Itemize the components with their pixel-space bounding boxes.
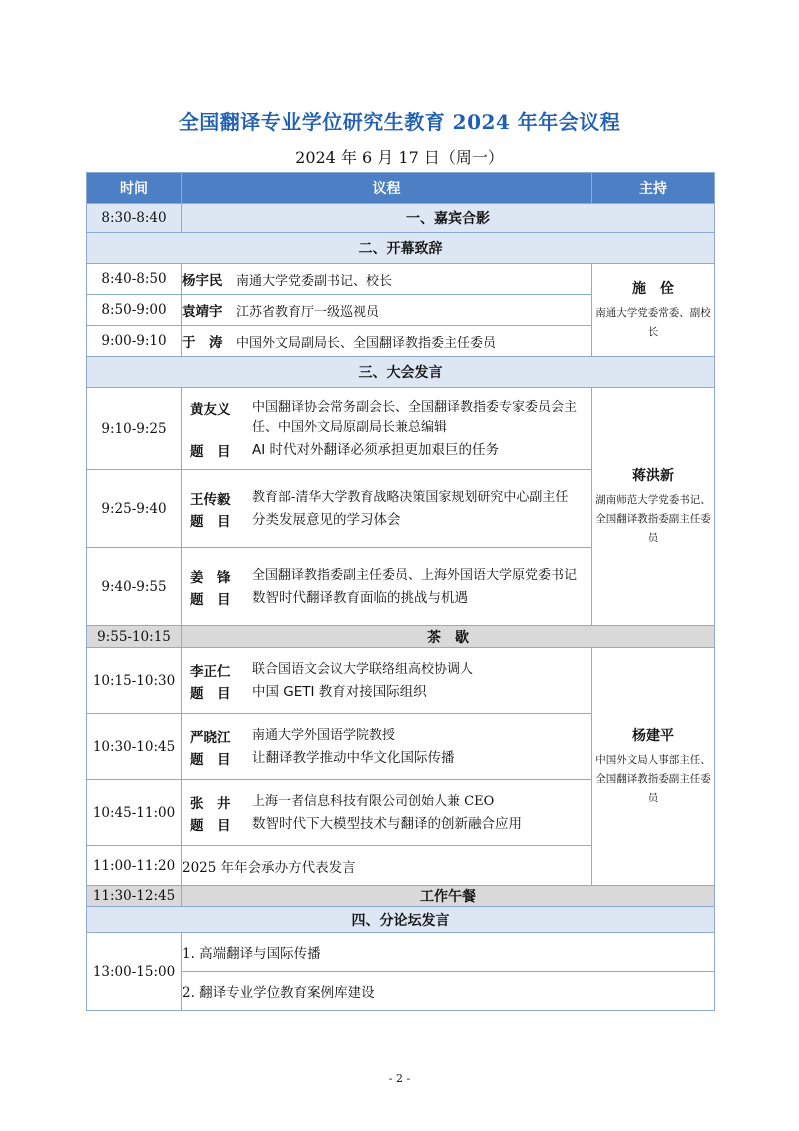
chair-cell [592,264,715,357]
section-title: 二、开幕致辞 [87,233,715,264]
lunch-row [87,886,715,907]
chair-cell [592,648,715,886]
page-number: - 2 - [388,1072,411,1085]
time-cell: 8:40-8:50 [87,264,182,295]
chair-name: 杨建平 [632,728,674,744]
host-speech-cell: 2025 年年会承办方代表发言 [182,846,592,886]
time-cell: 8:50-9:00 [87,295,182,326]
speaker-name: 袁靖宇 [182,304,223,320]
time-cell: 9:10-9:25 [87,388,182,470]
guest-photo-row [87,204,715,233]
speaker-role: 中国外文局副局长、全国翻译教指委主任委员 [236,336,497,351]
talk-cell [182,548,592,626]
section-row [87,357,715,388]
forum-item: 1. 高端翻译与国际传播 [182,933,715,972]
speaker-role: 南通大学外国语学院教授 [252,727,396,743]
section-title: 一、嘉宾合影 [182,204,715,233]
talk-cell [182,470,592,548]
table-row [87,648,715,714]
header-host: 主持 [592,173,715,204]
talk-topic: 分类发展意见的学习体会 [252,511,401,528]
talk-cell [182,714,592,780]
speaker-cell [182,295,592,326]
speaker-role: 中国翻译协会常务副会长、全国翻译教指委专家委员会主任、中国外文局原副局长兼总编辑 [252,399,578,435]
section-row [87,233,715,264]
meeting-date: 2024 年 6 月 17 日（周一） [295,148,504,167]
speaker-role: 南通大学党委副书记、校长 [236,274,393,289]
table-row [87,388,715,470]
table-row [87,972,715,1011]
speaker-role: 教育部-清华大学教育战略决策国家规划研究中心副主任 [252,489,569,505]
speaker-name: 严晓江 [190,729,231,746]
talk-cell [182,388,592,470]
speaker-cell [182,264,592,295]
speaker-role: 联合国语文会议大学联络组高校协调人 [252,661,474,677]
time-cell: 11:00-11:20 [87,846,182,886]
table-row [87,264,715,295]
topic-label: 题 目 [190,751,231,768]
topic-label: 题 目 [190,443,231,460]
time-cell: 9:40-9:55 [87,548,182,626]
chair-role: 南通大学党委常委、副校长 [595,307,711,338]
chair-name: 施 佺 [632,281,674,297]
section-title: 三、大会发言 [87,357,715,388]
table-row [87,933,715,972]
chair-cell [592,388,715,626]
talk-cell [182,780,592,846]
speaker-role: 上海一者信息科技有限公司创始人兼 CEO [252,793,495,809]
speaker-role: 全国翻译教指委副主任委员、上海外国语大学原党委书记 [252,567,578,583]
section-row [87,907,715,933]
speaker-name: 姜 锋 [190,569,231,586]
time-cell: 13:00-15:00 [87,933,182,1011]
speaker-name: 于 涛 [182,335,223,351]
speaker-name: 王传毅 [190,491,231,508]
topic-label: 题 目 [190,817,231,834]
speaker-cell [182,326,592,357]
topic-label: 题 目 [190,591,231,608]
speaker-role: 江苏省教育厅一级巡视员 [236,305,380,320]
talk-cell [182,648,592,714]
talk-topic: 数智时代下大模型技术与翻译的创新融合应用 [252,815,522,832]
talk-topic: 中国 GETI 教育对接国际组织 [252,683,427,700]
speaker-name: 张 井 [190,795,231,812]
time-cell: 9:55-10:15 [87,626,182,648]
topic-label: 题 目 [190,513,231,530]
section-title: 茶 歇 [182,626,715,648]
section-title: 四、分论坛发言 [87,907,715,933]
speaker-name: 黄友义 [190,401,231,418]
chair-role: 湖南师范大学党委书记、全国翻译教指委副主任委员 [595,494,711,544]
time-cell: 10:30-10:45 [87,714,182,780]
time-cell: 8:30-8:40 [87,204,182,233]
time-cell: 10:45-11:00 [87,780,182,846]
speaker-name: 李正仁 [190,663,231,680]
forum-item: 2. 翻译专业学位教育案例库建设 [182,972,715,1011]
page-title: 全国翻译专业学位研究生教育 2024 年年会议程 [178,110,621,134]
section-title: 工作午餐 [182,886,715,907]
tea-break-row [87,626,715,648]
time-cell: 10:15-10:30 [87,648,182,714]
speaker-name: 杨宇民 [182,273,223,289]
talk-topic: AI 时代对外翻译必须承担更加艰巨的任务 [252,441,500,458]
header-time: 时间 [87,173,182,204]
time-cell: 11:30-12:45 [87,886,182,907]
time-cell: 9:25-9:40 [87,470,182,548]
chair-role: 中国外文局人事部主任、全国翻译教指委副主任委员 [595,754,711,804]
chair-name: 蒋洪新 [632,468,674,484]
time-cell: 9:00-9:10 [87,326,182,357]
topic-label: 题 目 [190,685,231,702]
header-row [87,173,715,204]
agenda-table [86,172,715,1011]
header-agenda: 议程 [182,173,592,204]
talk-topic: 让翻译教学推动中华文化国际传播 [252,749,455,766]
talk-topic: 数智时代翻译教育面临的挑战与机遇 [252,589,468,606]
